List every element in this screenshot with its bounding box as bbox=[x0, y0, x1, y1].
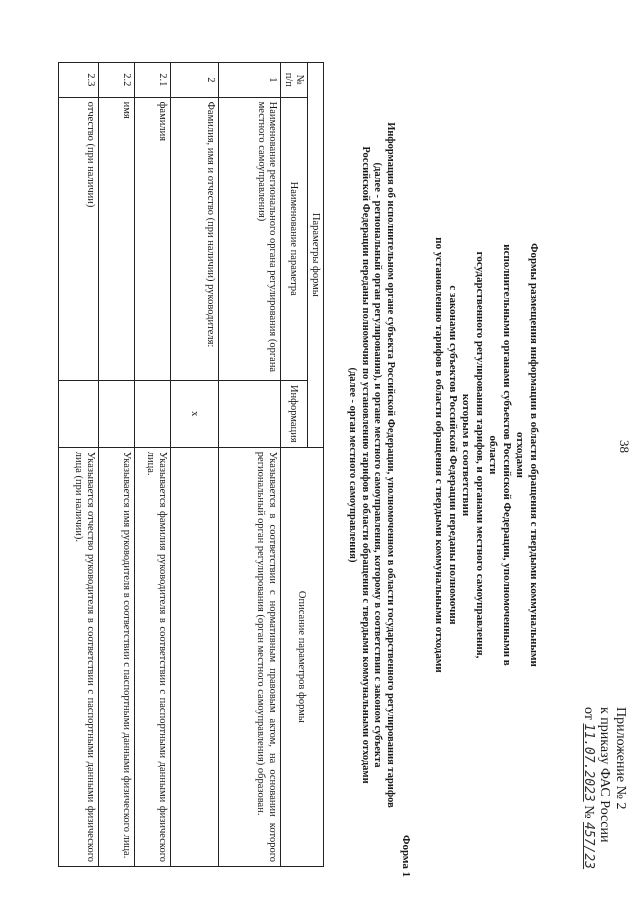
form-info-heading bbox=[346, 55, 396, 875]
row-name: отчество (при наличии) bbox=[59, 97, 99, 380]
appendix-date-line bbox=[580, 707, 596, 869]
row-num: 2 bbox=[171, 63, 219, 98]
col-num-header bbox=[281, 63, 308, 98]
row-num: 2.3 bbox=[59, 63, 99, 98]
heading-line: государственного регулирования тарифов, и органами местного самоуправления, которым в соответствии bbox=[460, 251, 486, 659]
col-num-a: № bbox=[294, 74, 305, 85]
info-line: (далее - орган местного самоуправления) bbox=[347, 367, 359, 563]
table-header-row bbox=[308, 63, 324, 867]
number-handwritten: 457/23 bbox=[581, 822, 596, 870]
row-num: 1 bbox=[219, 63, 281, 98]
row-desc: Указывается в соответствии с нормативным правовым актом, на основании которого региональный орган регулирования (орган местного самоуправления) образован. bbox=[219, 447, 281, 866]
row-info bbox=[59, 380, 99, 447]
row-info: x bbox=[171, 380, 219, 447]
number-prefix: № bbox=[581, 805, 596, 819]
form-label: Форма 1 bbox=[400, 835, 412, 878]
info-line: (далее - региональный орган регулирования), и органе местного самоуправления, которому в соответствии с законом субъекта bbox=[372, 162, 384, 768]
table-row bbox=[171, 63, 219, 867]
col-num-b: п/п bbox=[283, 72, 294, 87]
info-line: Российской Федерации переданы полномочия по установлению тарифов в области обращения с твердыми коммунальными отходами bbox=[360, 146, 371, 784]
heading-line: Формы размещения информации в области обращения с твердыми коммунальными отходами bbox=[514, 243, 540, 667]
row-desc: Указывается имя руководителя в соответствии с паспортными данными физического лица. bbox=[99, 447, 135, 866]
row-desc bbox=[171, 447, 219, 866]
heading-line: исполнительными органами субъектов Российской Федерации, уполномоченными в области bbox=[487, 244, 513, 666]
parameters-table bbox=[58, 62, 324, 867]
row-info bbox=[219, 380, 281, 447]
table-row bbox=[135, 63, 171, 867]
row-name: фамилия bbox=[135, 97, 171, 380]
appendix-title: Приложение № 2 bbox=[613, 707, 628, 810]
col-name-header: Наименование параметра bbox=[281, 97, 308, 380]
page-number: 38 bbox=[617, 440, 632, 453]
row-info bbox=[135, 380, 171, 447]
row-desc: Указывается отчество руководителя в соответствии с паспортными данными физического лица (при наличии). bbox=[59, 447, 99, 866]
table-row bbox=[59, 63, 99, 867]
date-handwritten: 11.07.2023 bbox=[581, 723, 596, 802]
row-num: 2.2 bbox=[99, 63, 135, 98]
table-row bbox=[99, 63, 135, 867]
row-name: Наименование регионального органа регулирования (органа местного самоуправления) bbox=[219, 97, 281, 380]
document-heading bbox=[432, 230, 540, 680]
row-desc: Указывается фамилия руководителя в соответствии с паспортными данными физического лица. bbox=[135, 447, 171, 866]
heading-line: по установлению тарифов в области обращения с твердыми коммунальными отходами bbox=[433, 237, 446, 673]
appendix-order-line: к приказу ФАС России bbox=[597, 707, 612, 843]
info-line: Информация об исполнительном органе субъекта Российской Федерации, уполномоченном в области государственного регулирования тарифов bbox=[385, 122, 396, 808]
appendix-block bbox=[580, 707, 628, 869]
heading-line: с законами субъектов Российской Федерации переданы полномочия bbox=[447, 285, 459, 625]
row-name: имя bbox=[99, 97, 135, 380]
row-info bbox=[99, 380, 135, 447]
col-desc-header: Описание параметров формы bbox=[281, 447, 324, 866]
col-info-header: Информация bbox=[281, 380, 308, 447]
row-name: Фамилия, имя и отчество (при наличии) руководителя: bbox=[171, 97, 219, 380]
group-header: Параметры формы bbox=[308, 63, 324, 448]
table-row bbox=[219, 63, 281, 867]
row-num: 2.1 bbox=[135, 63, 171, 98]
date-prefix: от bbox=[581, 707, 596, 720]
